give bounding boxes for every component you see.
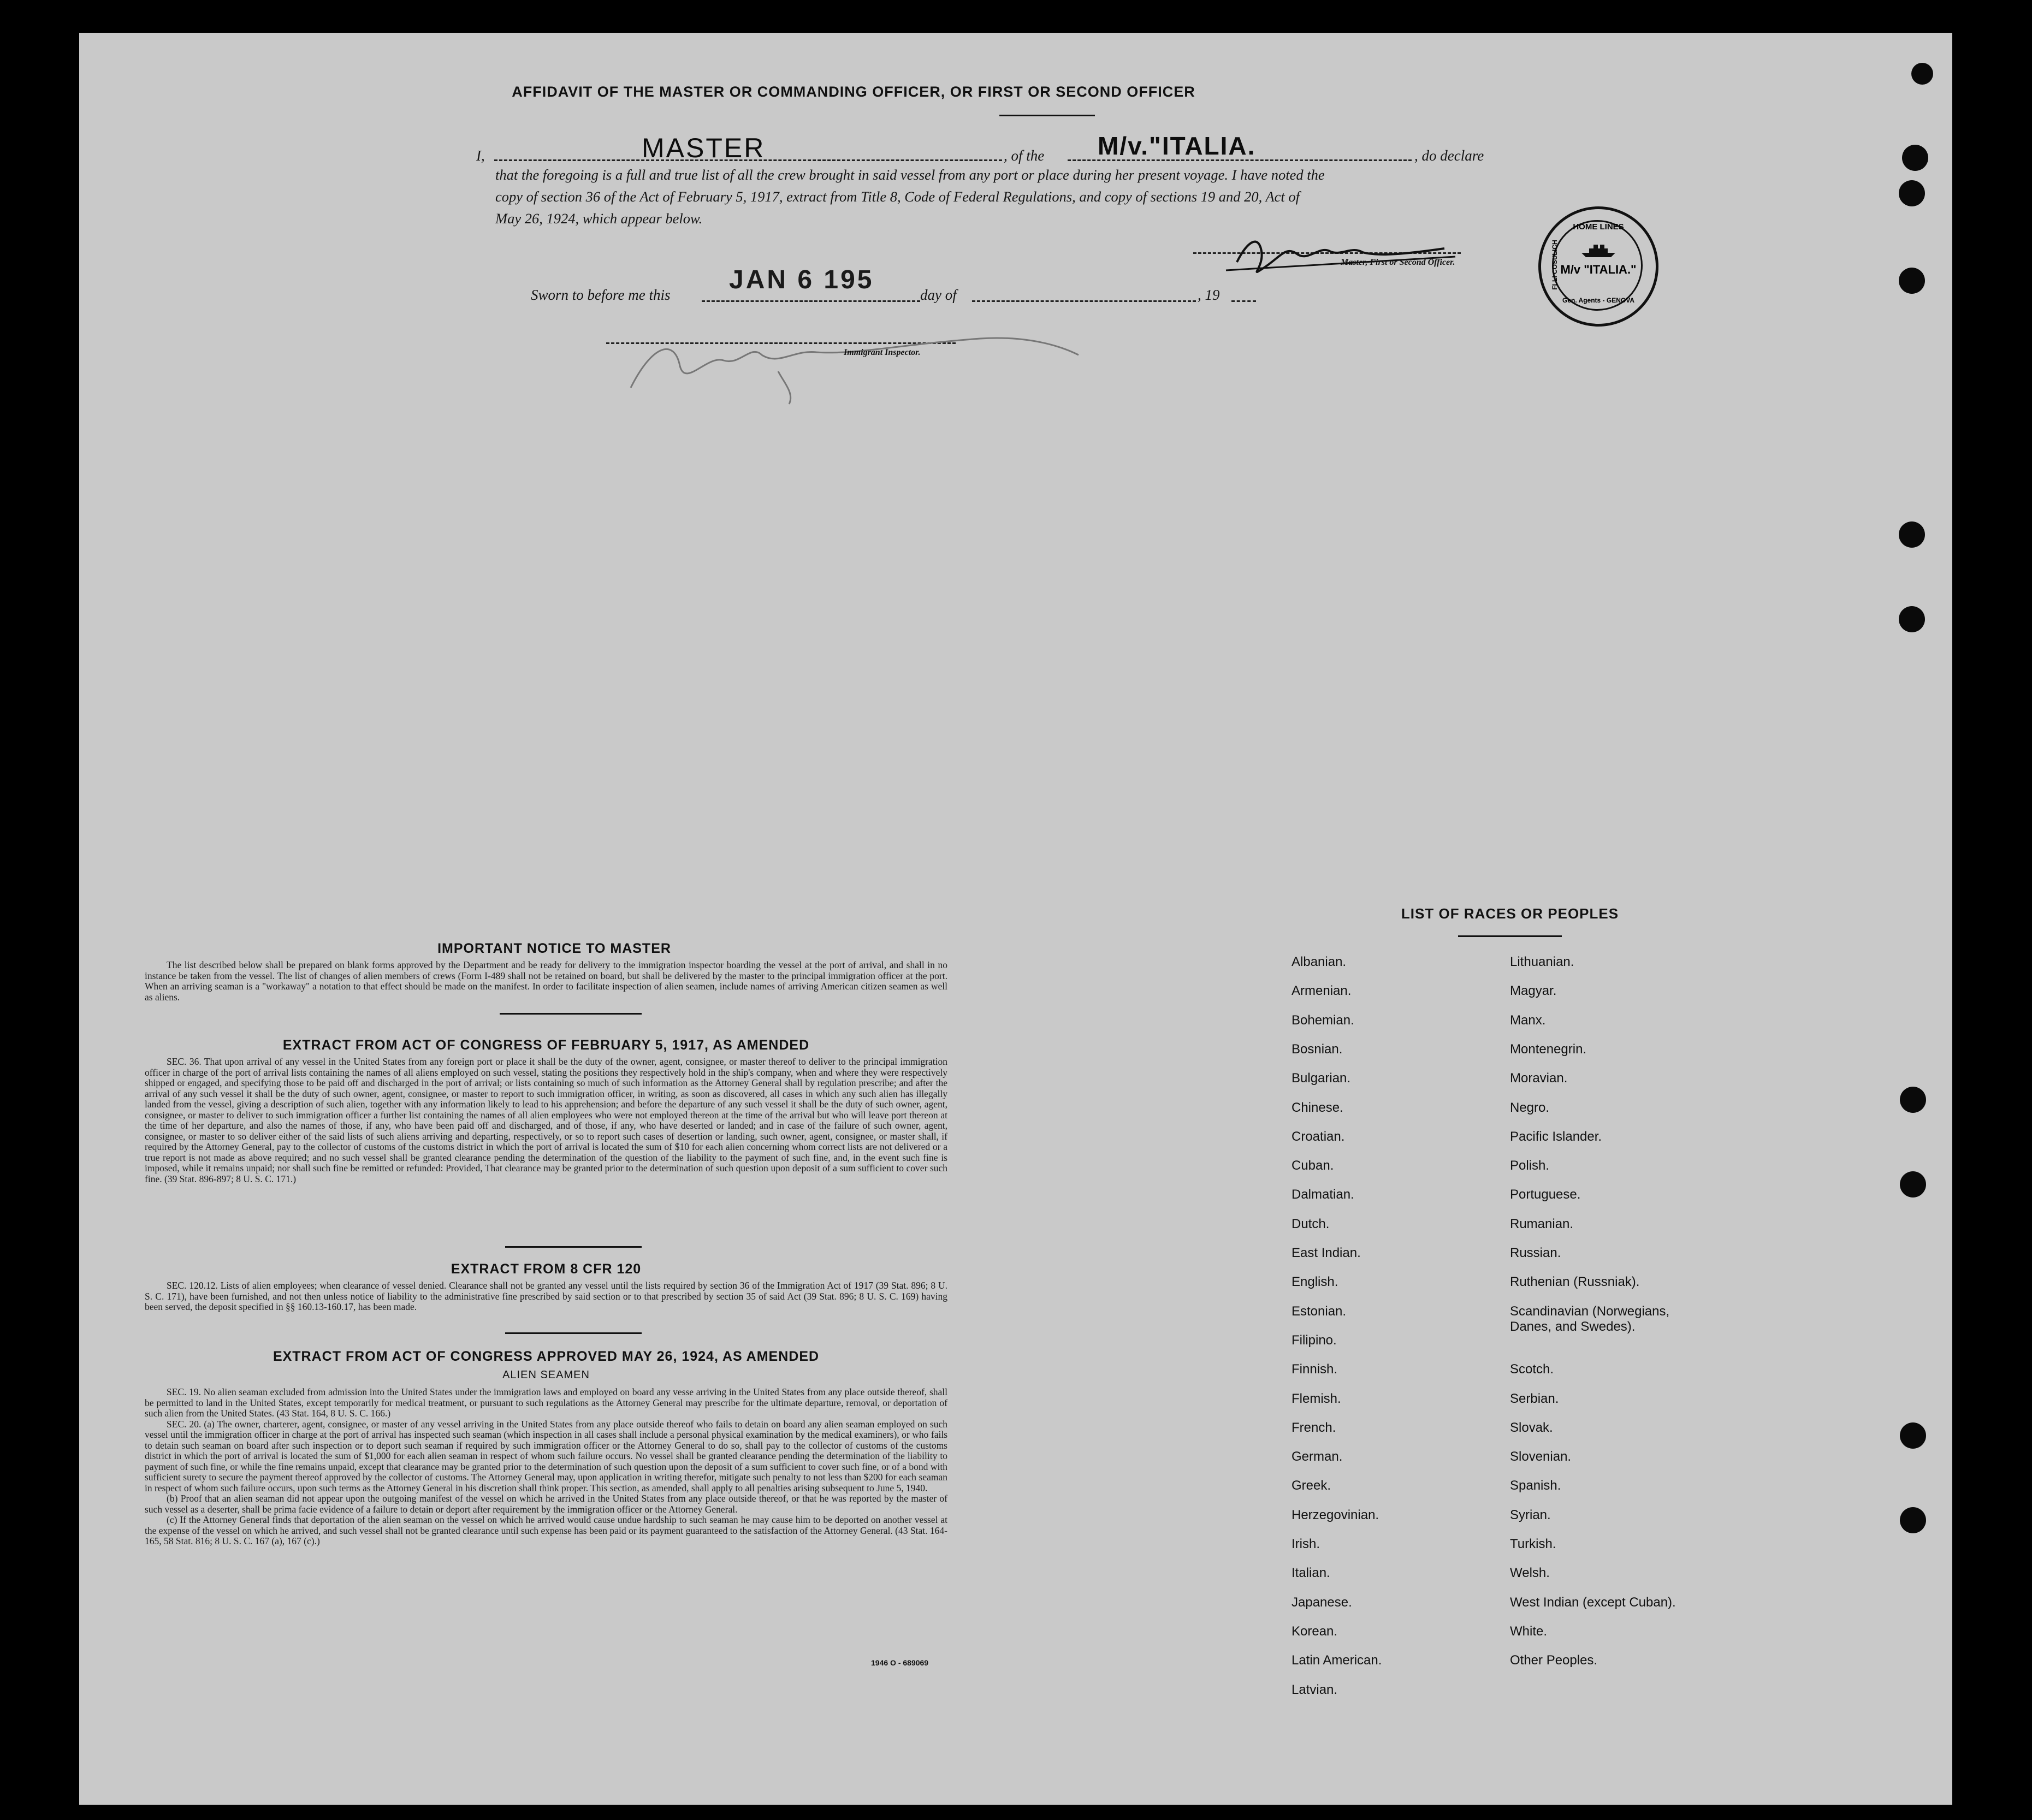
inspector-caption: Immigrant Inspector. [844,348,921,357]
seal-bottom-text: Gen. Agents - GENOVA [1562,297,1634,304]
affidavit-body-line1: that the foregoing is a full and true list of all the crew brought in said vessel from any port or place during her present voyage. I have noted the [495,167,1325,183]
race-item: Serbian. [1510,1391,1559,1406]
affidavit-body-line3: May 26, 1924, which appear below. [495,210,703,227]
company-seal [1538,206,1658,327]
race-item: Slovak. [1510,1420,1553,1435]
race-item: French. [1292,1420,1336,1435]
race-item: Bohemian. [1292,1012,1354,1028]
notice-title: IMPORTANT NOTICE TO MASTER [437,941,671,956]
race-item: East Indian. [1292,1246,1361,1260]
race-item: Italian. [1292,1566,1330,1581]
race-item: Polish. [1510,1158,1550,1173]
extract-1924-body [145,1387,947,1547]
race-item: White. [1510,1623,1548,1639]
affidavit-title: AFFIDAVIT OF THE MASTER OR COMMANDING OFFICER, OR FIRST OR SECOND OFFICER [512,84,1195,100]
punch-hole [1899,268,1925,294]
extract-1924-p3: (b) Proof that an alien seaman did not appear upon the outgoing manifest of the vessel on which he arrived in the United States from any place outside thereof, or that he was reported by the master of such vessel as a deserter, shall be prima facie evidence of a failure to detain or deport after requirement by the immigration officer or the Attorney General. [145,1493,947,1515]
filled-vessel: M/v."ITALIA. [1098,132,1256,160]
stamp-date: JAN 6 195 [729,265,874,294]
races-rule [1458,935,1562,937]
i-label: I, [476,147,485,164]
ship-icon [1579,243,1618,258]
form-code: 1946 O - 689069 [871,1658,929,1667]
race-item: Welsh. [1510,1566,1550,1581]
sworn-line [702,300,920,302]
race-item: Pacific Islander. [1510,1129,1602,1144]
officer-caption: Master, First or Second Officer. [1341,258,1455,267]
extract-cfr-rule [505,1332,642,1334]
do-declare-label: , do declare [1414,147,1484,164]
race-item: Dutch. [1292,1216,1330,1231]
race-item: Latin American. [1292,1653,1382,1668]
race-item: Estonian. [1292,1303,1347,1319]
race-item: Montenegrin. [1510,1041,1587,1057]
race-item: Chinese. [1292,1100,1343,1115]
race-item: Syrian. [1510,1507,1551,1522]
inspector-signature [598,322,1089,410]
race-item: Latvian. [1292,1682,1338,1697]
race-item: Greek. [1292,1478,1331,1493]
notice-text: The list described below shall be prepared on blank forms approved by the Department and be ready for delivery to the immigration inspector boarding the vessel at the port of arrival, and shall in no instance be taken from the vessel. The list of changes of alien members of crews (Form I-489 shall not be retained on board, but shall be delivered by the master to the principal immigration officer at the port. When an arriving seaman is a "workaway" a notation to that effect should be made on the manifest. In order to facilitate inspection of alien seamen, include names of arriving American citizen seamen as well as aliens. [145,959,947,1003]
punch-hole [1899,180,1925,206]
extract-cfr-title: EXTRACT FROM 8 CFR 120 [451,1261,642,1277]
punch-hole [1911,63,1933,85]
race-item: Bulgarian. [1292,1071,1351,1086]
race-item: Spanish. [1510,1478,1561,1493]
seal-top-text: HOME LINES [1573,222,1624,232]
races-title: LIST OF RACES OR PEOPLES [1401,905,1619,922]
extract-1917-text: SEC. 36. That upon arrival of any vessel in the United States from any foreign port or place it shall be the duty of the owner, agent, consignee, or master thereof to deliver to the principal immigration officer in charge of the port of arrival lists containing the names of all aliens employed on such vessel, stating the positions they respectively hold in the ship's company, when and where they were respectively shipped or engaged, and specifying those to be paid off and discharged in the port of arrival; or lists containing so much of such information as the Attorney General shall by regulation prescribe; and after the arrival of any such vessel it shall be the duty of such owner, agent, consignee, or master to report to such immigration officer, in writing, as soon as discovered, all cases in which any such alien has illegally landed from the vessel, giving a description of such alien, together with any information likely to lead to his apprehension; and before the departure of any such vessel it shall be the duty of such owner, agent, consignee, or master to deliver to such immigration officer a further list containing the names of all alien employees who were not employed thereon at the time of the arrival but who will leave port thereon at the time of her departure, and also the names of those, if any, who have been paid off and discharged, and of those, if any, who have deserted or landed; and in case of the failure of such owner, agent, consignee, or master to so deliver either of the said lists of such aliens arriving and departing, respectively, or so to report such cases of desertion or landing, such owner, agent, consignee, or master shall, if required by the Attorney General, pay to the collector of customs of the customs district in which the port of arrival is located the sum of $10 for each alien concerning whom correct lists are not delivered or a true report is not made as above required; and no such vessel shall be granted clearance pending the determination of the question of the liability to the payment of such fine, and, in the event such fine is imposed, while it remains unpaid; nor shall such fine be remitted or refunded: Provided, That clearance may be granted prior to the determination of such question upon deposit of a sum sufficient to cover such fine. (39 Stat. 896-897; 8 U. S. C. 171.) [145,1056,947,1184]
filled-name: MASTER [642,133,766,163]
race-item: Dalmatian. [1292,1187,1354,1202]
race-item: Negro. [1510,1100,1550,1115]
race-item: Scandinavian (Norwegians, Danes, and Swedes). [1510,1303,1670,1334]
race-item: Moravian. [1510,1071,1568,1086]
extract-1924-p4: (c) If the Attorney General finds that deportation of the alien seaman on the vessel on which he arrived would cause undue hardship to such seaman he may cause him to be deported on another vessel at the expense of the vessel on which he arrived, and such vessel shall not be granted clearance until such expense has been paid or its payment guaranteed to the satisfaction of the Attorney General. (43 Stat. 164-165, 58 Stat. 816; 8 U. S. C. 167 (a), 167 (c).) [145,1514,947,1546]
punch-hole [1900,1507,1926,1533]
extract-1924-title: EXTRACT FROM ACT OF CONGRESS APPROVED MAY 26, 1924, AS AMENDED [272,1349,820,1364]
race-item: Japanese. [1292,1594,1352,1610]
race-item: Finnish. [1292,1362,1338,1377]
race-item: Slovenian. [1510,1449,1572,1465]
seal-left-text: FLLI COSULICH [1551,240,1559,290]
race-item: Russian. [1510,1246,1561,1260]
extract-cfr-text: SEC. 120.12. Lists of alien employees; when clearance of vessel denied. Clearance shall not be granted any vessel until the lists required by section 36 of the Immigration Act of 1917 (39 Stat. 896; 8 U. S. C. 171), have been furnished, and not then unless notice of liability to the administrative fine prescribed by said section or to that prescribed by section 35 of said Act (39 Stat. 896; 8 U. S. C. 169) having been served, the deposit specified in §§ 160.13-160.17, has been made. [145,1280,947,1312]
race-item: Ruthenian (Russniak). [1510,1274,1640,1290]
race-item: Flemish. [1292,1391,1341,1406]
extract-1917-rule [505,1246,642,1248]
race-item: Lithuanian. [1510,955,1574,969]
affidavit-body-line2: copy of section 36 of the Act of February 5, 1917, extract from Title 8, Code of Federal Regulations, and copy of sections 19 and 20, Act of [495,188,1300,205]
race-item: Manx. [1510,1012,1546,1028]
punch-hole [1899,606,1925,632]
race-item: Cuban. [1292,1158,1334,1173]
year-label: , 19 [1198,287,1220,303]
punch-hole [1900,1171,1926,1197]
punch-hole [1899,521,1925,548]
race-item: Rumanian. [1510,1216,1574,1231]
of-the-label: , of the [1004,147,1045,164]
extract-1924-p2: SEC. 20. (a) The owner, charterer, agent, consignee, or master of any vessel arriving in the United States from any place outside thereof who fails to detain on board any alien seaman employed on such vessel until the immigration officer in charge at the port of arrival has inspected such seaman (which inspection in all cases shall include a personal physical examination by the medical examiners), or who fails to detain such seaman on board after such inspection or to deport such seaman if required by such immigration officer or the Attorney General to do so, shall pay to the collector of customs of the customs district in which the port of arrival is located the sum of $1,000 for each alien seaman in respect of whom such failure occurs. No vessel shall be granted clearance pending the determination of the liability to payment of such fine, or while the fine remains unpaid, except that clearance may be granted prior to the determination of such question upon the deposit of a sum sufficient to cover such fine, or of a bond with sufficient surety to secure the payment thereof approved by the collector of customs. The Attorney General may, upon application in writing therefor, mitigate such penalty to not less than $200 for each seaman in respect of whom such failure occurs, upon such terms as the Attorney General in his discretion shall think proper. This section, as amended, shall apply to all penalties arising subsequent to June 5, 1940. [145,1418,947,1493]
race-item: Filipino. [1292,1332,1337,1348]
notice-rule [500,1013,642,1015]
sworn-label: Sworn to before me this [531,287,671,303]
punch-hole [1902,145,1928,171]
officer-signature [1215,224,1477,284]
race-item: Scotch. [1510,1362,1554,1377]
race-item: Bosnian. [1292,1041,1343,1057]
race-item: Irish. [1292,1537,1320,1551]
extract-1917-title: EXTRACT FROM ACT OF CONGRESS OF FEBRUARY 5, 1917, AS AMENDED [282,1038,810,1053]
race-item: Armenian. [1292,983,1352,999]
seal-center-text: M/v "ITALIA." [1560,263,1637,276]
punch-hole [1900,1422,1926,1449]
race-item: Korean. [1292,1623,1338,1639]
extract-1924-p1: SEC. 19. No alien seaman excluded from admission into the United States under the immigration laws and employed on board any vesse arriving in the United States from any place outside thereof, shall be permitted to land in the United States, except temporarily for medical treatment, or pursuant to such regulations as the Attorney General may prescribe for the ultimate departure, removal, or deportation of such alien from the United States. (43 Stat. 164, 8 U. S. C. 166.) [145,1386,947,1419]
punch-hole [1900,1087,1926,1113]
race-item: Croatian. [1292,1129,1345,1144]
race-item: German. [1292,1449,1343,1465]
extract-1924-subtitle: ALIEN SEAMEN [502,1369,590,1381]
race-item: Magyar. [1510,983,1557,999]
month-line [972,300,1196,302]
race-item: Albanian. [1292,955,1347,969]
race-item: Turkish. [1510,1537,1556,1551]
race-item: English. [1292,1274,1338,1290]
race-item: West Indian (except Cuban). [1510,1594,1676,1610]
day-of-label: day of [920,287,957,303]
document-page [79,33,1952,1805]
year-line [1231,300,1256,302]
race-item: Portuguese. [1510,1187,1581,1202]
race-item: Herzegovinian. [1292,1507,1379,1522]
title-rule [999,115,1095,116]
race-item: Other Peoples. [1510,1653,1598,1668]
